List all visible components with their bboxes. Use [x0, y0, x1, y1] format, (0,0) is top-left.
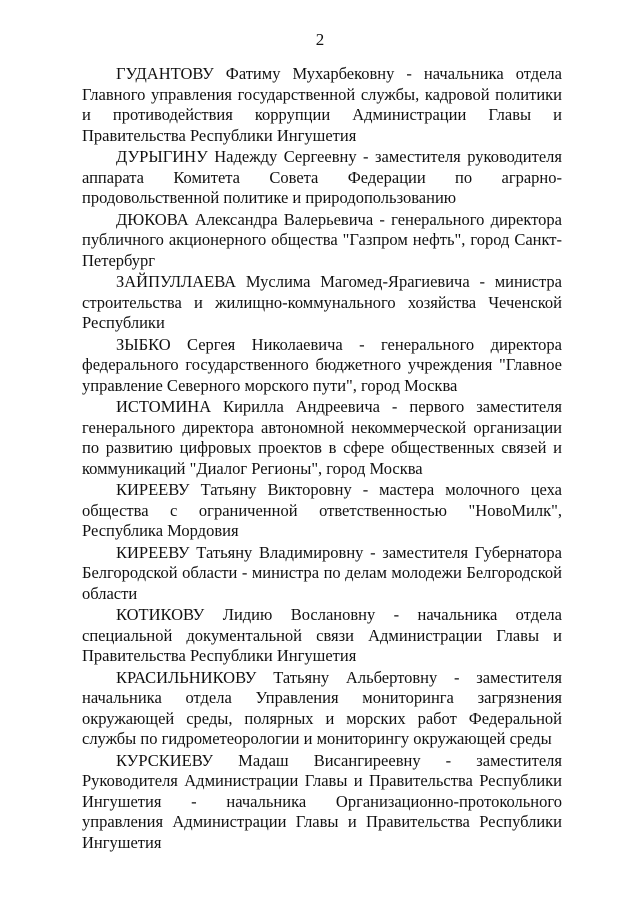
list-item: КУРСКИЕВУ Мадаш Висангиреевну - заместителя Руководителя Администрации Главы и Правительства Республики Ингушетия - начальника Организационно-протокольного управления Администрации Главы и Правительства Республики Ингушетия: [82, 750, 562, 852]
list-item: КРАСИЛЬНИКОВУ Татьяну Альбертовну - заместителя начальника отдела Управления мониторинга загрязнения окружающей среды, полярных и морских работ Федеральной службы по гидрометеорологии и мониторингу окружающей среды: [82, 667, 562, 748]
list-item: ГУДАНТОВУ Фатиму Мухарбековну - начальника отдела Главного управления государственной службы, кадровой политики и противодействия коррупции Администрации Главы и Правительства Республики Ингушетия: [82, 64, 562, 145]
list-item: ДУРЫГИНУ Надежду Сергеевну - заместителя руководителя аппарата Комитета Совета Федерации по аграрно-продовольственной политике и природопользованию: [82, 147, 562, 207]
award-list: [82, 64, 562, 854]
list-item: ДЮКОВА Александра Валерьевича - генерального директора публичного акционерного общества "Газпром нефть", город Санкт-Петербург: [82, 209, 562, 270]
list-item: КОТИКОВУ Лидию Вослановну - начальника отдела специальной документальной связи Администрации Главы и Правительства Республики Ингушетия: [82, 605, 562, 665]
page-number: 2: [315, 30, 325, 49]
list-item: КИРЕЕВУ Татьяну Владимировну - заместителя Губернатора Белгородской области - министра по делам молодежи Белгородской области: [82, 542, 562, 603]
list-item: ЗЫБКО Сергея Николаевича - генерального директора федерального государственного бюджетного учреждения "Главное управление Северного морского пути", город Москва: [82, 334, 562, 395]
list-item: ИСТОМИНА Кирилла Андреевича - первого заместителя генерального директора автономной некоммерческой организации по развитию цифровых проектов в сфере общественных связей и коммуникаций "Диалог Регионы", город Москва: [82, 397, 562, 478]
list-item: ЗАЙПУЛЛАЕВА Муслима Магомед-Ярагиевича - министра строительства и жилищно-коммунального хозяйства Чеченской Республики: [82, 272, 562, 332]
list-item: КИРЕЕВУ Татьяну Викторовну - мастера молочного цеха общества с ограниченной ответственностью "НовоМилк", Республика Мордовия: [82, 480, 562, 540]
